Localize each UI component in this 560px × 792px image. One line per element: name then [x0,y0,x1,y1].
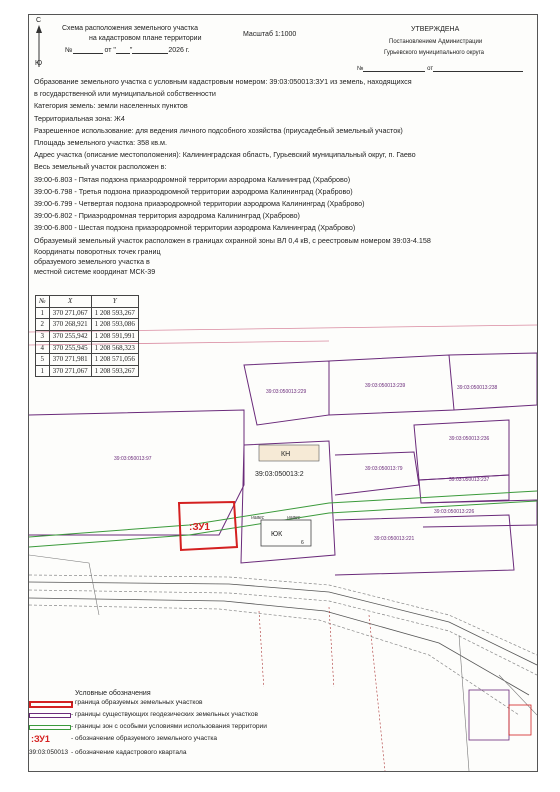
legend [29,687,349,771]
table-cell: 2 [36,319,50,331]
parcel-221 [335,515,514,575]
desc-line: Категория земель: земли населенных пунктов [34,101,188,111]
table-row [36,365,139,377]
column-header: X [49,296,91,308]
table-header-row [36,296,139,308]
approved-line3: Гурьевского муниципального округа [384,50,484,56]
coordinates-table [35,295,139,377]
legend-zu1-label: :ЗУ1 [31,734,50,744]
desc-line: 39:00-6.802 - Приаэродромная территория аэродрома Калининград (Храброво) [34,211,300,221]
south-label: Ю [35,60,43,67]
table-row [36,307,139,319]
parcel-79 [335,452,419,495]
table-cell: 1 [36,307,50,319]
parcel-label: 39:03:050013:237 [449,477,490,483]
table-cell: 370 255,945 [49,342,91,354]
kn-label: КН [281,451,291,458]
column-header: № [36,296,50,308]
scheme-subtitle: на кадастровом плане территории [89,35,202,42]
desc-line: Адрес участка (описание местоположения): Калининградская область, Гурьевский муниципальный округ, п. Гаево [34,150,416,160]
table-cell: 4 [36,342,50,354]
legend-swatch-zone [29,725,71,730]
desc-line: местной системе координат МСК-39 [34,266,156,276]
parcel-label: 39:03:050013:229 [266,389,307,395]
table-cell: 1 208 593,267 [91,365,138,377]
naves-label: навес [251,515,265,521]
table-cell: 370 268,921 [49,319,91,331]
north-label: С [36,17,42,24]
desc-line: Весь земельный участок расположен в: [34,162,167,172]
legend-item: :ЗУ1 - обозначение образуемого земельного участка [31,734,218,744]
table-cell: 1 208 568,323 [91,342,138,354]
legend-swatch-new [29,701,73,708]
desc-line: Координаты поворотных точек границ [34,246,161,256]
table-cell: 1 208 571,056 [91,353,138,365]
desc-line: Образуемый земельный участок расположен в границах охранной зоны ВЛ 0,4 кВ, с реестровым номером 39:03-4.158 [34,235,431,245]
approved-title: УТВЕРЖДЕНА [411,26,460,33]
table-row [36,353,139,365]
table-cell: 1 208 593,086 [91,319,138,331]
naves-label: навес [287,515,301,521]
parcel-label: 39:03:050013:97 [114,456,152,462]
table-cell: 3 [36,330,50,342]
table-row [36,330,139,342]
table-cell: 370 271,067 [49,307,91,319]
approved-number-line: № от [357,64,523,72]
desc-line: Образование земельного участка с условным кадастровым номером: 39:03:050013:ЗУ1 из земель, находящихся [34,77,412,86]
parcel-label: 39:03:050013:221 [374,536,415,542]
desc-line: Территориальная зона: Ж4 [34,113,125,123]
scheme-title: Схема расположения земельного участка [62,25,198,32]
desc-line: 39:00-6.803 - Пятая подзона приаэродромной территории аэродрома Калининград (Храброво) [34,174,351,184]
parcel-236 [414,420,509,480]
desc-line: 39:00-6.798 - Третья подзона приаэродромной территории аэродрома Калининград (Храброво) [34,186,353,196]
desc-line: 39:00-6.799 - Четвертая подзона приаэродромной территории аэродрома Калининград (Храброво) [34,199,365,209]
table-cell: 370 271,067 [49,365,91,377]
parcel-97 [29,410,244,535]
table-cell: 1 208 591,991 [91,330,138,342]
desc-line: образуемого земельного участка в [34,256,150,266]
desc-line: Площадь земельного участка: 358 кв.м. [34,138,167,148]
parcel-label: 39:03:050013:239 [365,383,406,389]
parcel-label: 39:03:050013:226 [434,509,475,515]
parcel-238 [449,353,537,410]
table-cell: 370 271,981 [49,353,91,365]
legend-item: - границы зон с особыми условиями использования территории [29,723,329,733]
table-cell: 1 [36,365,50,377]
scheme-number-line: № от " " 2026 г. [65,47,190,54]
desc-line: 39:00-6.800 - Шестая подзона приаэродромной территории аэродрома Калининград (Храброво) [34,223,356,233]
legend-swatch-existing [29,713,71,718]
yuk-label: ЮК [271,531,283,538]
quarter-label: 39:03:050013:2 [255,471,304,478]
legend-quarter-label: 39:03:050013 [29,749,69,756]
column-header: Y [91,296,138,308]
table-cell: 370 255,942 [49,330,91,342]
table-cell: 5 [36,353,50,365]
legend-item: 39:03:050013 - обозначение кадастрового квартала [29,749,187,756]
cadastral-map [29,15,537,771]
legend-title: Условные обозначения [75,690,151,697]
parcel-label: 39:03:050013:236 [449,436,490,442]
approved-line2: Постановлением Администрации [389,39,483,45]
table-row [36,319,139,331]
legend-item: - границы существующих геодезических земельных участков [29,711,329,721]
desc-line: Разрешенное использование: для ведения личного подсобного хозяйства (приусадебный земельный участок) [34,125,403,135]
legend-item: - граница образуемых земельных участков [29,699,329,709]
parcel-label: 39:03:050013:238 [457,385,498,391]
scale-label: Масштаб 1:1000 [243,31,297,38]
zu1-map-label: :ЗУ1 [189,522,210,533]
table-cell: 1 208 593,267 [91,307,138,319]
six-label: 6 [301,540,304,546]
scheme-sheet [28,14,538,772]
desc-line: в государственной или муниципальной собственности [34,89,216,99]
table-row [36,342,139,354]
parcel-label: 39:03:050013:79 [365,466,403,472]
